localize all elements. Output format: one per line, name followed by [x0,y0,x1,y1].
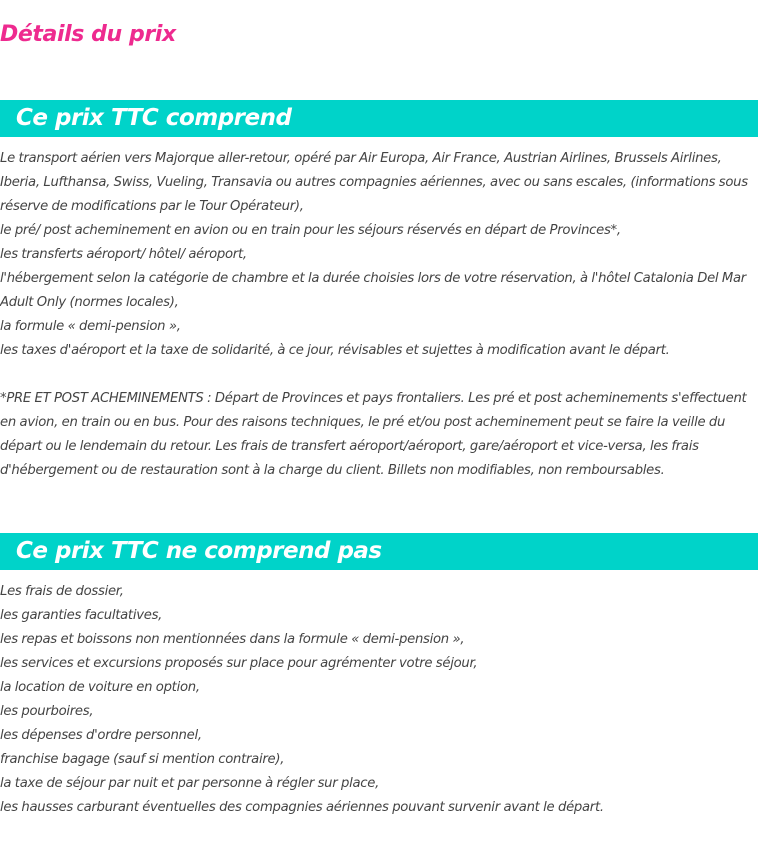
excludes-item: les services et excursions proposés sur place pour agrémenter votre séjour, [0,656,478,671]
excludes-item: franchise bagage (sauf si mention contraire), [0,752,285,767]
excludes-item: les dépenses d'ordre personnel, [0,728,202,743]
excludes-item: les pourboires, [0,704,94,719]
excludes-item: les garanties facultatives, [0,608,163,623]
page-title: Détails du prix [0,22,176,47]
includes-heading: Ce prix TTC comprend [16,105,292,131]
excludes-list [0,580,756,820]
includes-item: les transferts aéroport/ hôtel/ aéroport, [0,247,247,262]
excludes-heading: Ce prix TTC ne comprend pas [16,538,382,564]
excludes-item: les hausses carburant éventuelles des compagnies aériennes pouvant survenir avant le départ. [0,800,604,815]
excludes-section-header [0,533,758,570]
includes-item: l'hébergement selon la catégorie de chambre et la durée choisies lors de votre réservation, à l'hôtel Catalonia Del Mar Adult Only (normes locales), [0,271,746,310]
includes-item: la formule « demi-pension », [0,319,181,334]
includes-item: les taxes d'aéroport et la taxe de solidarité, à ce jour, révisables et sujettes à modification avant le départ. [0,343,670,358]
excludes-item: la taxe de séjour par nuit et par personne à régler sur place, [0,776,380,791]
excludes-item: les repas et boissons non mentionnées dans la formule « demi-pension », [0,632,465,647]
excludes-item: Les frais de dossier, [0,584,124,599]
pre-post-acheminement-note: *PRE ET POST ACHEMINEMENTS : Départ de Provinces et pays frontaliers. Les pré et post acheminements s'effectuent en avion, en train ou en bus. Pour des raisons techniques, le pré et/ou post acheminement peut se faire la veille du départ ou le lendemain du retour. Les frais de transfert aéroport/aéroport, gare/aéroport et vice-versa, les frais d'hébergement ou de restauration sont à la charge du client. Billets non modifiables, non remboursables. [0,391,747,478]
includes-section-header [0,100,758,137]
includes-item: Le transport aérien vers Majorque aller-retour, opéré par Air Europa, Air France, Austrian Airlines, Brussels Airlines, Iberia, Lufthansa, Swiss, Vueling, Transavia ou autres compagnies aériennes, avec ou sans escales, (informations sous réserve de modifications par le Tour Opérateur), [0,151,748,214]
excludes-item: la location de voiture en option, [0,680,200,695]
includes-list [0,147,756,483]
includes-item: le pré/ post acheminement en avion ou en train pour les séjours réservés en départ de Provinces*, [0,223,621,238]
